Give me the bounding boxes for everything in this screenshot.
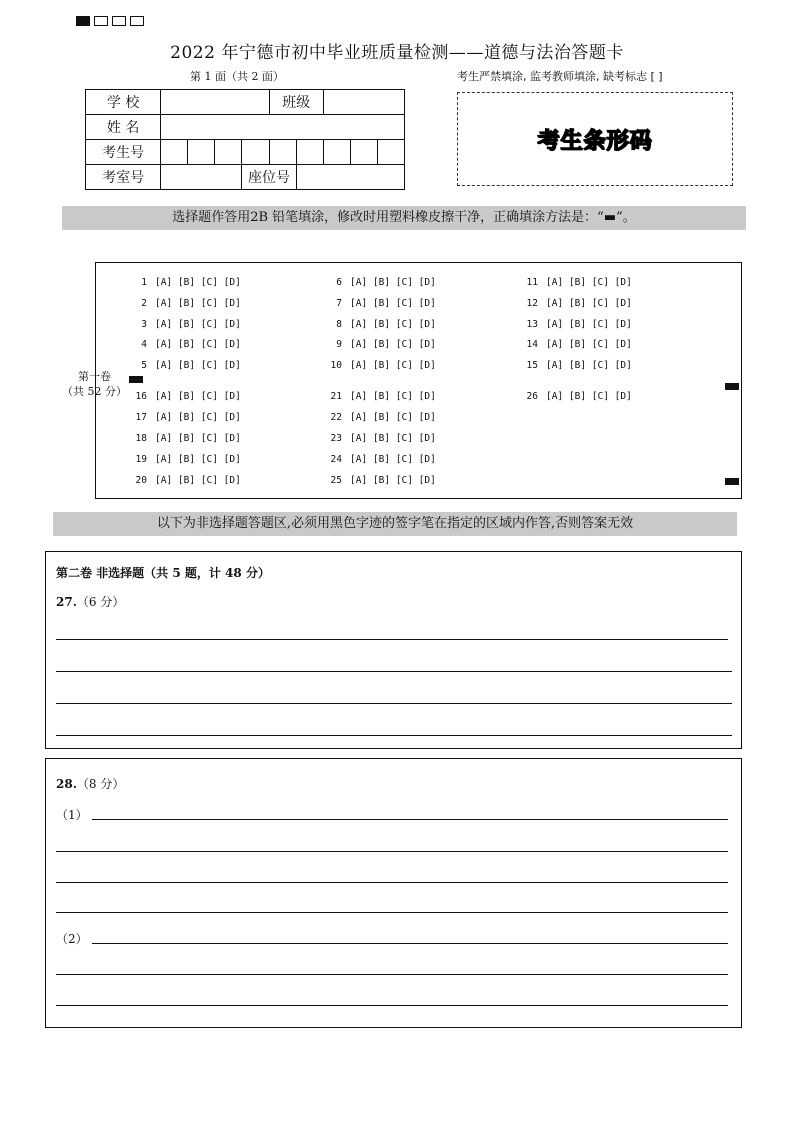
answer-bubbles[interactable]: [A] [B] [C] [D]	[546, 391, 632, 402]
question-number: 15	[526, 360, 538, 371]
choice-instructions-banner: 选择题作答用2B 铅笔填涂，修改时用塑料橡皮擦干净，正确填涂方法是：“▬”。	[62, 206, 746, 230]
answer-bubbles[interactable]: [A] [B] [C] [D]	[350, 298, 436, 309]
answer-line[interactable]	[56, 671, 732, 672]
choice-question-12	[514, 298, 632, 309]
answer-line[interactable]	[56, 735, 732, 736]
answer-bubbles[interactable]: [A] [B] [C] [D]	[155, 391, 241, 402]
answer-bubbles[interactable]: [A] [B] [C] [D]	[350, 475, 436, 486]
q27-label	[56, 593, 124, 610]
exam-number-digit[interactable]	[161, 140, 188, 165]
answer-bubbles[interactable]: [A] [B] [C] [D]	[546, 360, 632, 371]
answer-bubbles[interactable]: [A] [B] [C] [D]	[155, 360, 241, 371]
question-number: 25	[330, 475, 342, 486]
choice-question-4	[123, 339, 241, 350]
answer-line[interactable]	[56, 974, 728, 975]
barcode-area	[457, 92, 733, 186]
choice-question-3	[123, 319, 241, 330]
answer-bubbles[interactable]: [A] [B] [C] [D]	[350, 277, 436, 288]
question-number: 9	[336, 339, 342, 350]
answer-line[interactable]	[92, 819, 728, 820]
answer-bubbles[interactable]: [A] [B] [C] [D]	[546, 339, 632, 350]
timing-mark	[112, 16, 126, 26]
choice-question-5	[123, 360, 241, 371]
multiple-choice-area	[95, 262, 742, 499]
answer-box-q28	[45, 758, 742, 1028]
choice-question-9	[318, 339, 436, 350]
exam-number-digit[interactable]	[296, 140, 323, 165]
timing-mark	[725, 478, 739, 485]
question-number: 4	[141, 339, 147, 350]
q28-score: （8 分）	[76, 777, 125, 791]
volume1-title: 第一卷	[78, 370, 111, 383]
class-field[interactable]	[323, 90, 404, 115]
choice-question-7	[318, 298, 436, 309]
choice-question-16	[123, 391, 241, 402]
answer-bubbles[interactable]: [A] [B] [C] [D]	[546, 298, 632, 309]
question-number: 6	[336, 277, 342, 288]
choice-question-17	[123, 412, 241, 423]
answer-line[interactable]	[92, 943, 728, 944]
answer-bubbles[interactable]: [A] [B] [C] [D]	[350, 319, 436, 330]
question-number: 11	[526, 277, 538, 288]
exam-number-digit[interactable]	[269, 140, 296, 165]
answer-line[interactable]	[56, 639, 728, 640]
question-number: 26	[526, 391, 538, 402]
answer-box-q27	[45, 551, 742, 749]
question-number: 10	[330, 360, 342, 371]
q28-part1-label: （1）	[56, 808, 88, 822]
question-number: 18	[135, 433, 147, 444]
answer-bubbles[interactable]: [A] [B] [C] [D]	[546, 277, 632, 288]
answer-bubbles[interactable]: [A] [B] [C] [D]	[155, 298, 241, 309]
choice-question-13	[514, 319, 632, 330]
answer-bubbles[interactable]: [A] [B] [C] [D]	[155, 475, 241, 486]
choice-question-20	[123, 475, 241, 486]
answer-bubbles[interactable]: [A] [B] [C] [D]	[155, 433, 241, 444]
room-label: 考室号	[86, 165, 161, 190]
answer-bubbles[interactable]: [A] [B] [C] [D]	[350, 339, 436, 350]
timing-mark	[76, 16, 90, 26]
q28-label	[56, 775, 124, 792]
choice-question-23	[318, 433, 436, 444]
q28-number: 28.	[56, 777, 77, 791]
class-label: 班级	[269, 90, 323, 115]
question-number: 21	[330, 391, 342, 402]
seat-label: 座位号	[242, 165, 296, 190]
exam-number-digit[interactable]	[188, 140, 215, 165]
question-number: 13	[526, 319, 538, 330]
choice-question-25	[318, 475, 436, 486]
room-field[interactable]	[161, 165, 242, 190]
choice-question-19	[123, 454, 241, 465]
choice-question-14	[514, 339, 632, 350]
nonchoice-instructions-banner: 以下为非选择题答题区,必须用黑色字迹的签字笔在指定的区域内作答,否则答案无效	[53, 512, 737, 536]
q27-score: （6 分）	[76, 595, 125, 609]
volume2-heading: 第二卷 非选择题（共 5 题，计 48 分）	[56, 566, 270, 580]
exam-number-digit[interactable]	[377, 140, 404, 165]
question-number: 1	[141, 277, 147, 288]
exam-number-label: 考生号	[86, 140, 161, 165]
choice-question-2	[123, 298, 241, 309]
choice-question-15	[514, 360, 632, 371]
answer-bubbles[interactable]: [A] [B] [C] [D]	[350, 454, 436, 465]
seat-field[interactable]	[296, 165, 404, 190]
answer-bubbles[interactable]: [A] [B] [C] [D]	[350, 391, 436, 402]
page-title: 2022 年宁德市初中毕业班质量检测——道德与法治答题卡	[170, 43, 624, 63]
answer-bubbles[interactable]: [A] [B] [C] [D]	[350, 412, 436, 423]
answer-bubbles[interactable]: [A] [B] [C] [D]	[350, 433, 436, 444]
answer-bubbles[interactable]: [A] [B] [C] [D]	[155, 277, 241, 288]
timing-mark	[725, 383, 739, 390]
answer-bubbles[interactable]: [A] [B] [C] [D]	[155, 339, 241, 350]
choice-question-1	[123, 277, 241, 288]
answer-bubbles[interactable]: [A] [B] [C] [D]	[155, 412, 241, 423]
answer-line[interactable]	[56, 1005, 728, 1006]
school-field[interactable]	[161, 90, 269, 115]
choice-question-10	[318, 360, 436, 371]
timing-marks	[76, 16, 144, 26]
question-number: 7	[336, 298, 342, 309]
school-label: 学 校	[86, 90, 161, 115]
answer-bubbles[interactable]: [A] [B] [C] [D]	[546, 319, 632, 330]
exam-number-digit[interactable]	[215, 140, 242, 165]
question-number: 16	[135, 391, 147, 402]
timing-mark	[130, 16, 144, 26]
page-info: 第 1 面（共 2 面）	[190, 70, 284, 83]
q27-number: 27.	[56, 595, 77, 609]
question-number: 8	[336, 319, 342, 330]
question-number: 2	[141, 298, 147, 309]
answer-bubbles[interactable]: [A] [B] [C] [D]	[350, 360, 436, 371]
question-number: 17	[135, 412, 147, 423]
exam-number-digit[interactable]	[350, 140, 377, 165]
answer-line[interactable]	[56, 703, 732, 704]
question-number: 12	[526, 298, 538, 309]
barcode-label: 考生条形码	[537, 128, 653, 154]
question-number: 14	[526, 339, 538, 350]
name-field[interactable]	[161, 115, 405, 140]
question-number: 24	[330, 454, 342, 465]
answer-bubbles[interactable]: [A] [B] [C] [D]	[155, 319, 241, 330]
answer-line[interactable]	[56, 851, 728, 852]
choice-question-11	[514, 277, 632, 288]
timing-mark	[94, 16, 108, 26]
answer-bubbles[interactable]: [A] [B] [C] [D]	[155, 454, 241, 465]
question-number: 5	[141, 360, 147, 371]
absence-notice: 考生严禁填涂, 监考教师填涂, 缺考标志 [ ]	[457, 70, 663, 83]
student-info-table	[85, 89, 405, 190]
choice-question-22	[318, 412, 436, 423]
answer-line[interactable]	[56, 912, 728, 913]
question-number: 20	[135, 475, 147, 486]
name-label: 姓 名	[86, 115, 161, 140]
choice-question-24	[318, 454, 436, 465]
exam-number-digit[interactable]	[242, 140, 269, 165]
question-number: 22	[330, 412, 342, 423]
volume1-score: （共 52 分）	[62, 385, 127, 398]
question-number: 19	[135, 454, 147, 465]
answer-line[interactable]	[56, 882, 728, 883]
choice-question-8	[318, 319, 436, 330]
question-number: 3	[141, 319, 147, 330]
question-number: 23	[330, 433, 342, 444]
choice-question-26	[514, 391, 632, 402]
choice-question-21	[318, 391, 436, 402]
choice-question-18	[123, 433, 241, 444]
q28-part2-label: （2）	[56, 932, 88, 946]
choice-question-6	[318, 277, 436, 288]
exam-number-digit[interactable]	[323, 140, 350, 165]
